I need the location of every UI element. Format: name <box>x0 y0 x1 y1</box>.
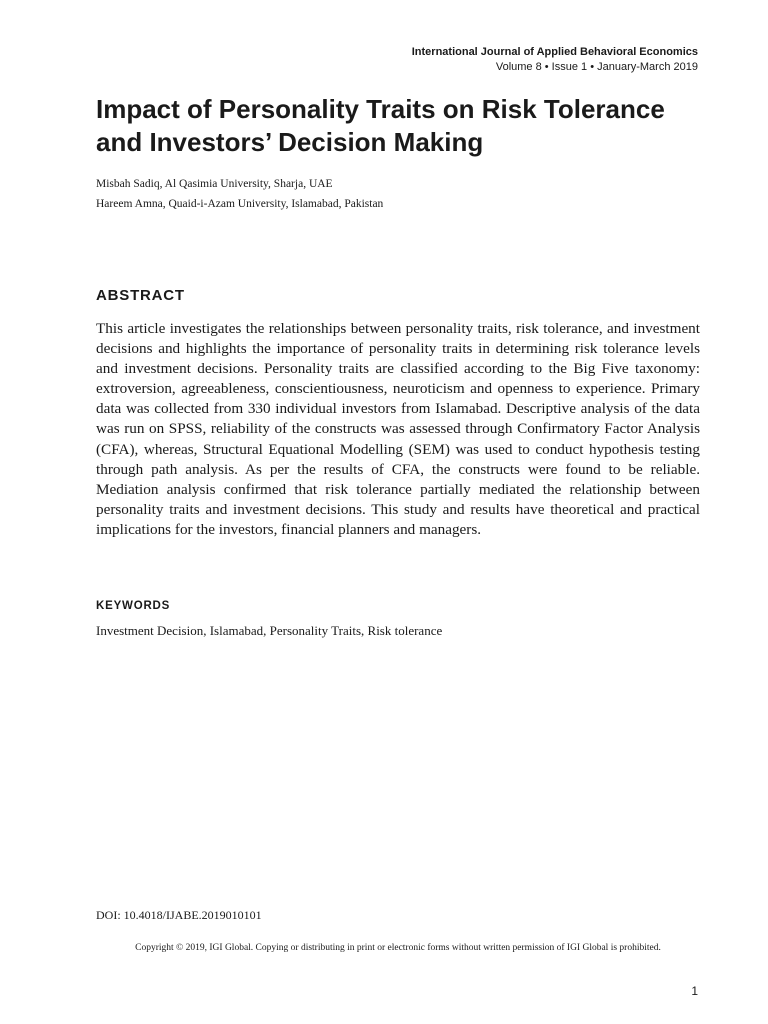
abstract-heading: ABSTRACT <box>96 287 185 304</box>
author-list <box>96 174 383 214</box>
article-title: Impact of Personality Traits on Risk Tolerance and Investors’ Decision Making <box>96 94 665 157</box>
keywords-text: Investment Decision, Islamabad, Personality Traits, Risk tolerance <box>96 623 443 638</box>
journal-header <box>412 45 698 75</box>
author-affiliation: Hareem Amna, Quaid-i-Azam University, Islamabad, Pakistan <box>96 198 384 210</box>
copyright-notice: Copyright © 2019, IGI Global. Copying or distributing in print or electronic forms without written permission of IGI Global is prohibited. <box>135 943 661 953</box>
page-number: 1 <box>691 984 698 998</box>
author-affiliation: Misbah Sadiq, Al Qasimia University, Sharja, UAE <box>96 178 333 190</box>
abstract-text: This article investigates the relationships between personality traits, risk tolerance, and investment decisions and highlights the importance of personality traits in determining risk tolerance levels and investment decisions. Personality traits are classified according to the Big Five taxonomy: extroversion, agreeableness, conscientiousness, neuroticism and openness to experience. Primary data was collected from 330 individual investors from Islamabad. Descriptive analysis of the data was run on SPSS, reliability of the constructs was assessed through Confirmatory Factor Analysis (CFA), whereas, Structural Equational Modelling (SEM) was used to conduct hypothesis testing through path analysis. As per the results of CFA, the constructs were found to be reliable. Mediation analysis confirmed that risk tolerance partially mediated the relationship between personality traits and investment decisions. This study and results have theoretical and practical implications for the investors, financial planners and managers. <box>96 320 700 538</box>
journal-name: International Journal of Applied Behavioral Economics <box>411 46 698 58</box>
keywords-heading: KEYWORDS <box>96 600 171 612</box>
doi: DOI: 10.4018/IJABE.2019010101 <box>96 908 262 922</box>
issue-line: Volume 8 • Issue 1 • January-March 2019 <box>495 61 698 73</box>
